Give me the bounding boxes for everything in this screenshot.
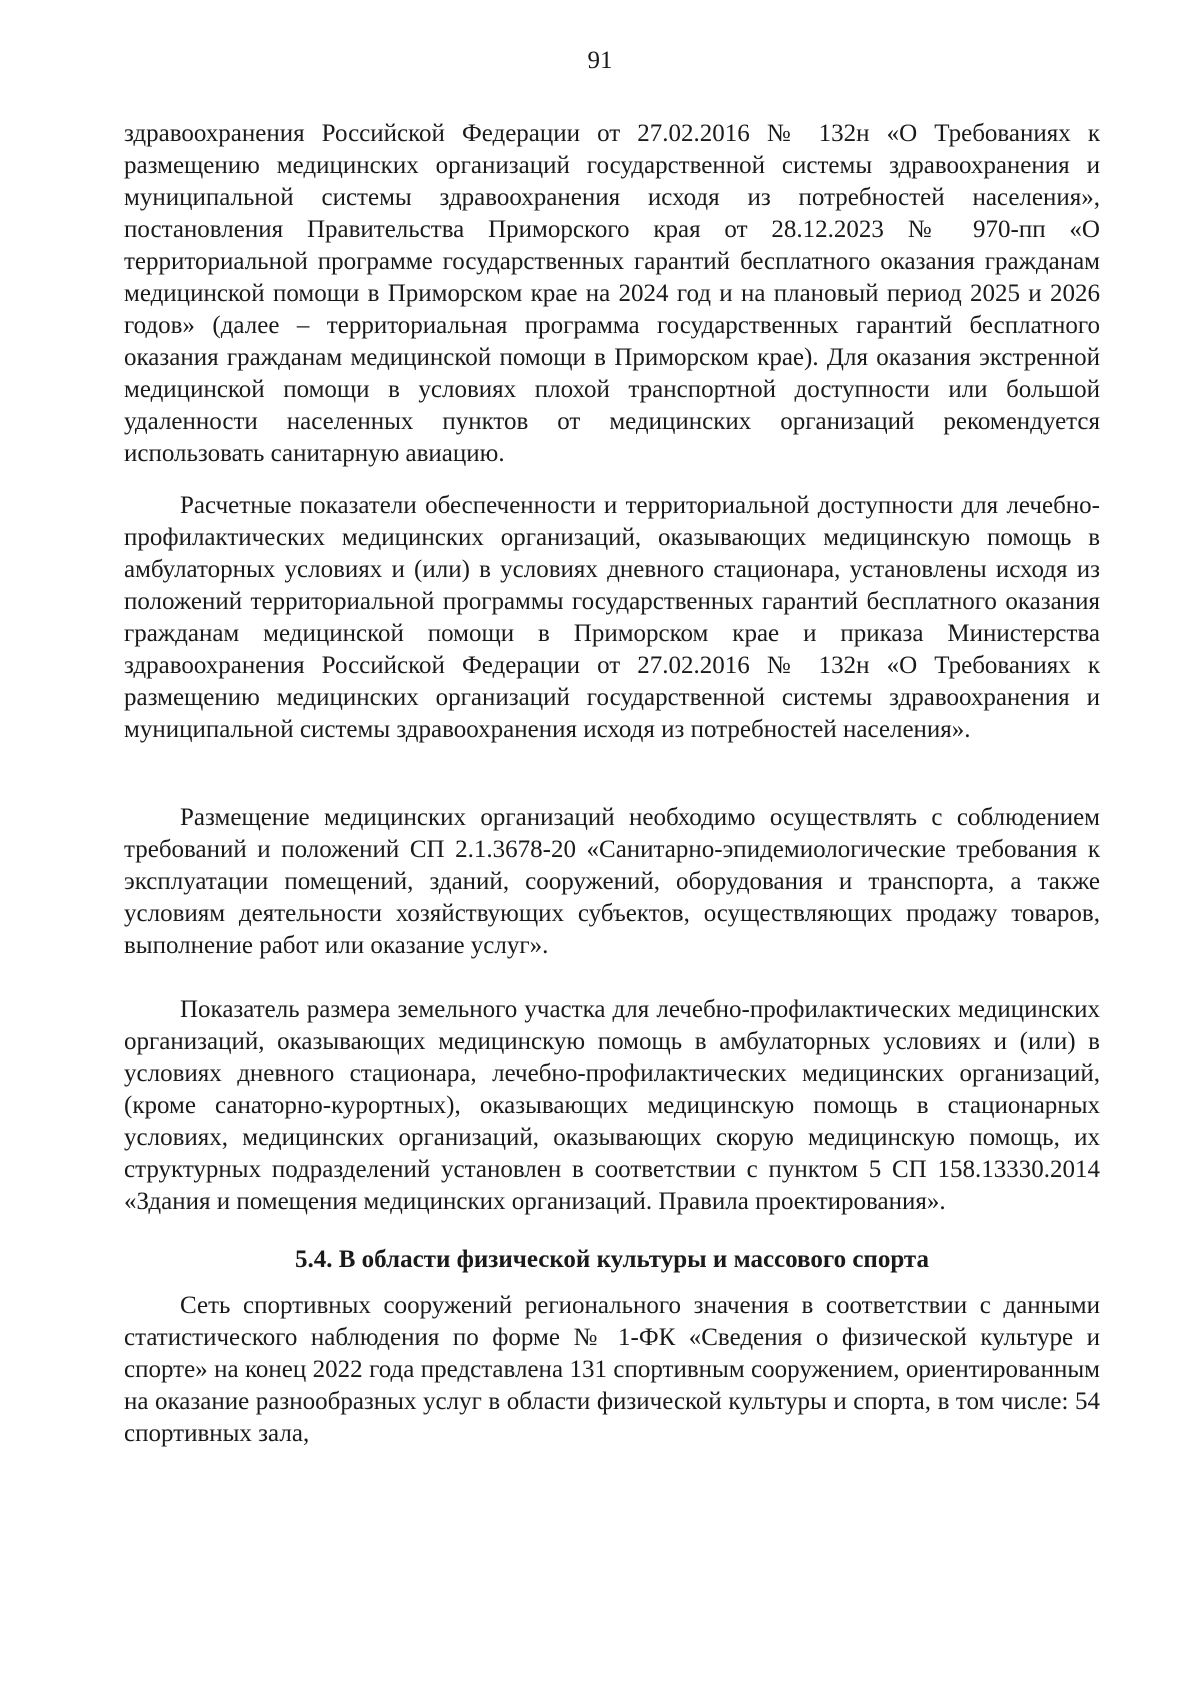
section-heading: 5.4. В области физической культуры и массового спорта [295, 1246, 929, 1273]
paragraph-5: Сеть спортивных сооружений регионального значения в соответствии с данными статистического наблюдения по форме № 1-ФК «Сведения о физической культуре и спорте» на конец 2022 года представлена 131 спортивным сооружением, ориентированным на оказание разнообразных услуг в области физической культуры и спорта, в том числе: 54 спортивных зала, [124, 1292, 1100, 1447]
paragraph-block-3 [124, 802, 1100, 962]
paragraph-3: Размещение медицинских организаций необходимо осуществлять с соблюдением требований и положений СП 2.1.3678-20 «Санитарно-эпидемиологические требования к эксплуатации помещений, зданий, сооружений, оборудования и транспорта, а также условиям деятельности хозяйствующих субъектов, осуществляющих продажу товаров, выполнение работ или оказание услуг». [124, 804, 1100, 959]
paragraph-block-5 [124, 1290, 1100, 1450]
paragraph-1: здравоохранения Российской Федерации от 27.02.2016 № 132н «О Требованиях к размещению медицинских организаций государственной системы здравоохранения и муниципальной системы здравоохранения исходя из потребностей населения», постановления Правительства Приморского края от 28.12.2023 № 970-пп «О территориальной программе государственных гарантий бесплатного оказания гражданам медицинской помощи в Приморском крае на 2024 год и на плановый период 2025 и 2026 годов» (далее – территориальная программа государственных гарантий бесплатного оказания гражданам медицинской помощи в Приморском крае). Для оказания экстренной медицинской помощи в условиях плохой транспортной доступности или большой удаленности населенных пунктов от медицинских организаций рекомендуется использовать санитарную авиацию. [124, 120, 1100, 467]
paragraph-2: Расчетные показатели обеспеченности и территориальной доступности для лечебно-профилактических медицинских организаций, оказывающих медицинскую помощь в амбулаторных условиях и (или) в условиях дневного стационара, установлены исходя из положений территориальной программы государственных гарантий бесплатного оказания гражданам медицинской помощи в Приморском крае и приказа Министерства здравоохранения Российской Федерации от 27.02.2016 № 132н «О Требованиях к размещению медицинских организаций государственной системы здравоохранения и муниципальной системы здравоохранения исходя из потребностей населения». [124, 492, 1100, 743]
paragraph-block-4 [124, 994, 1100, 1218]
paragraph-block-2 [124, 490, 1100, 746]
paragraph-4: Показатель размера земельного участка для лечебно-профилактических медицинских организаций, оказывающих медицинскую помощь в амбулаторных условиях и (или) в условиях дневного стационара, лечебно-профилактических медицинских организаций, (кроме санаторно-курортных), оказывающих медицинскую помощь в стационарных условиях, медицинских организаций, оказывающих скорую медицинскую помощь, их структурных подразделений установлен в соответствии с пунктом 5 СП 158.13330.2014 «Здания и помещения медицинских организаций. Правила проектирования». [124, 996, 1100, 1215]
paragraph-block-1 [124, 118, 1100, 470]
page-number: 91 [587, 47, 613, 74]
